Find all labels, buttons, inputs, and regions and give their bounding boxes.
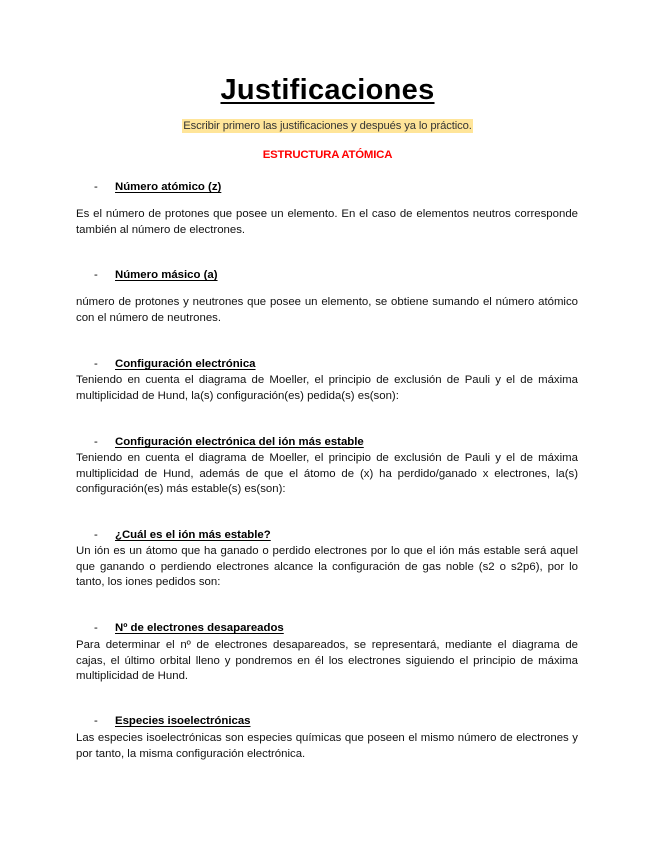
bullet-dash: -: [94, 358, 98, 370]
item-paragraph-configuracion-electronica: Teniendo en cuenta el diagrama de Moeller, el principio de exclusión de Pauli y el de máxima multiplicidad de Hund, la(s) configuración(es) pedida(s) es(son):: [76, 374, 578, 402]
item-heading-label: Número másico (a): [115, 269, 218, 281]
bullet-dash: -: [94, 436, 98, 448]
item-heading-ion-mas-estable: [94, 529, 271, 541]
item-paragraph-electrones-desapareados: Para determinar el nº de electrones desapareados, se representará, mediante el diagrama de cajas, el último orbital lleno y pondremos en él los electrones siguiendo el principio de máxima multiplicidad de Hund.: [76, 639, 578, 682]
subtitle-line: [0, 116, 655, 134]
bullet-dash: -: [94, 715, 98, 727]
item-heading-numero-atomico: [94, 181, 221, 193]
bullet-dash: -: [94, 269, 98, 281]
bullet-dash: -: [94, 622, 98, 634]
item-heading-especies-isoelectronicas: [94, 715, 251, 727]
item-paragraph-numero-atomico: Es el número de protones que posee un elemento. En el caso de elementos neutros corresponde también al número de electrones.: [76, 208, 578, 236]
item-paragraph-configuracion-ion-estable: Teniendo en cuenta el diagrama de Moeller, el principio de exclusión de Pauli y el de máxima multiplicidad de Hund, además de que el átomo de (x) ha perdido/ganado x electrones, la(s) configuración(es) más estable(s) es(son):: [76, 452, 578, 495]
item-heading-electrones-desapareados: [94, 622, 284, 634]
highlighted-subtitle: Escribir primero las justificaciones y después ya lo práctico.: [183, 120, 472, 132]
item-heading-label: Configuración electrónica del ión más estable: [115, 436, 364, 448]
item-heading-label: Configuración electrónica: [115, 358, 256, 370]
item-heading-numero-masico: [94, 269, 218, 281]
item-heading-label: ¿Cuál es el ión más estable?: [115, 529, 271, 541]
item-heading-configuracion-electronica: [94, 358, 256, 370]
item-heading-label: Número atómico (z): [115, 181, 222, 193]
item-heading-label: Nº de electrones desapareados: [115, 622, 284, 634]
item-heading-configuracion-ion-estable: [94, 436, 364, 448]
bullet-dash: -: [94, 529, 98, 541]
document-title: Justificaciones: [220, 74, 435, 106]
item-paragraph-especies-isoelectronicas: Las especies isoelectrónicas son especies químicas que poseen el mismo número de electrones y por tanto, la misma configuración electrónica.: [76, 732, 578, 760]
bullet-dash: -: [94, 181, 98, 193]
item-heading-label: Especies isoelectrónicas: [115, 715, 251, 727]
item-paragraph-numero-masico: número de protones y neutrones que posee un elemento, se obtiene sumando el número atómico con el número de neutrones.: [76, 296, 578, 324]
item-paragraph-ion-mas-estable: Un ión es un átomo que ha ganado o perdido electrones por lo que el ión más estable será aquel que ganando o perdiendo electrones alcance la configuración de gas noble (s2 o s2p6), por lo tanto, los iones pedidos son:: [76, 545, 578, 588]
section-heading-estructura-atomica: ESTRUCTURA ATÓMICA: [262, 149, 393, 161]
